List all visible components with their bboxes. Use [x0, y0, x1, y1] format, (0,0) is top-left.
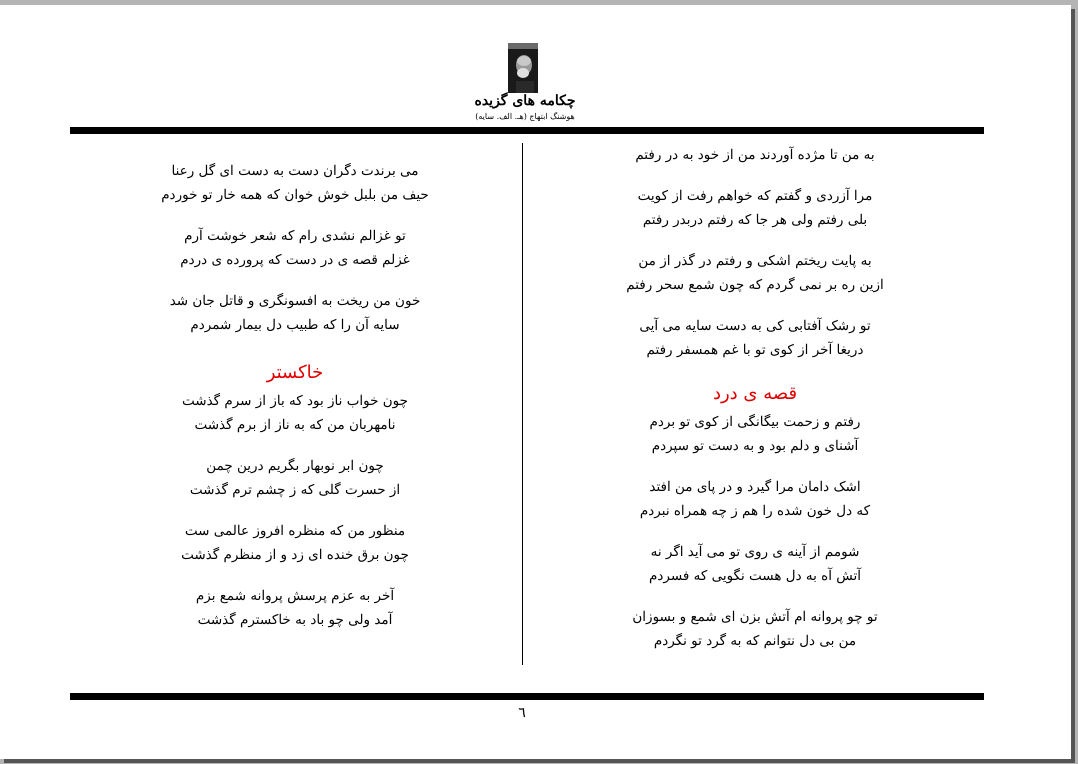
verse-line: آشنای و دلم بود و به دست تو سپردم	[651, 438, 859, 454]
stanza	[100, 454, 490, 502]
verse-line: شومم از آینه ی روی تو می آید اگر نه	[650, 544, 860, 560]
verse-line: به من تا مژده آوردند من از خود به در رفتم	[635, 147, 875, 163]
verse-line: تو غزالم نشدی رام که شعر خوشت آرم	[184, 228, 406, 244]
verse-line: سایه آن را که طبیب دل بیمار شمردم	[190, 317, 400, 333]
verse-line: آمد ولی چو باد به خاکسترم گذشت	[197, 612, 393, 628]
verse-line: چون خواب ناز بود که باز از سرم گذشت	[182, 393, 408, 409]
verse-line: تو رشک آفتابی کی به دست سایه می آیی	[639, 318, 871, 334]
bottom-rule	[70, 693, 984, 700]
top-rule	[70, 127, 984, 134]
verse-line: مرا آزردی و گفتم که خواهم رفت از کویت	[637, 188, 873, 204]
book-title: چکامه های گزیده	[474, 93, 576, 109]
verse-line: ازین ره بر نمی گردم که چون شمع سحر رفتم	[626, 277, 884, 293]
verse-line: آخر به عزم پرسش پروانه شمع بزم	[195, 588, 395, 604]
stanza	[100, 159, 490, 207]
left-column	[100, 159, 490, 649]
poem-title: قصه ی درد	[712, 383, 798, 404]
stanza	[560, 249, 950, 297]
verse-line: رفتم و زحمت بیگانگی از کوی تو بردم	[649, 414, 861, 430]
verse-line: آتش آه به دل هست نگویی که فسردم	[649, 568, 861, 584]
document-page	[0, 5, 1071, 759]
verse-line: چون ابر نوبهار بگریم درین چمن	[206, 458, 384, 474]
stanza	[560, 314, 950, 362]
stanza	[100, 584, 490, 632]
verse-line: که دل خون شده را هم ز چه همراه نبردم	[639, 503, 871, 519]
verse-line: تو چو پروانه ام آتش بزن ای شمع و بسوزان	[632, 609, 878, 625]
verse-line: خون من ریخت به افسونگری و قاتل جان شد	[169, 293, 421, 309]
verse-line: بلی رفتم ولی هر جا که رفتم دربدر رفتم	[642, 212, 868, 228]
verse-line: منظور من که منظره افروز عالمی ست	[184, 523, 406, 539]
verse-line: می برندت دگران دست به دست ای گل رعنا	[171, 163, 419, 179]
verse-line: اشک دامان مرا گیرد و در پای من افتد	[649, 479, 861, 495]
verse-line: چون برق خنده ای زد و از منظرم گذشت	[181, 547, 409, 563]
verse-line: حیف من بلبل خوش خوان که همه خار تو خوردم	[161, 187, 429, 203]
stanza	[100, 224, 490, 272]
stanza	[560, 605, 950, 653]
stanza	[100, 289, 490, 337]
stanza	[560, 410, 950, 458]
verse-line: دریغا آخر از کوی تو با غم همسفر رفتم	[646, 342, 864, 358]
column-divider	[522, 143, 523, 665]
verse-line: غزلم قصه ی در دست که پرورده ی دردم	[180, 252, 410, 268]
stanza	[100, 389, 490, 437]
verse-line: نامهربان من که به ناز از برم گذشت	[194, 417, 396, 433]
verse-line: به پایت ریختم اشکی و رفتم در گذر از من	[638, 253, 872, 269]
stanza	[560, 475, 950, 523]
verse-line: از حسرت گلی که ز چشم ترم گذشت	[189, 482, 401, 498]
book-author: هوشنگ ابتهاج (هـ. الف. سایه)	[475, 112, 575, 121]
stanza	[100, 519, 490, 567]
verse-line: من بی دل نتوانم که به گرد تو نگردم	[653, 633, 857, 649]
author-portrait-image	[508, 43, 538, 93]
poem-title: خاکستر	[266, 362, 324, 383]
right-column	[560, 143, 950, 670]
stanza	[560, 184, 950, 232]
stanza	[560, 540, 950, 588]
page-number: ٦	[518, 705, 526, 721]
stanza	[560, 143, 950, 167]
